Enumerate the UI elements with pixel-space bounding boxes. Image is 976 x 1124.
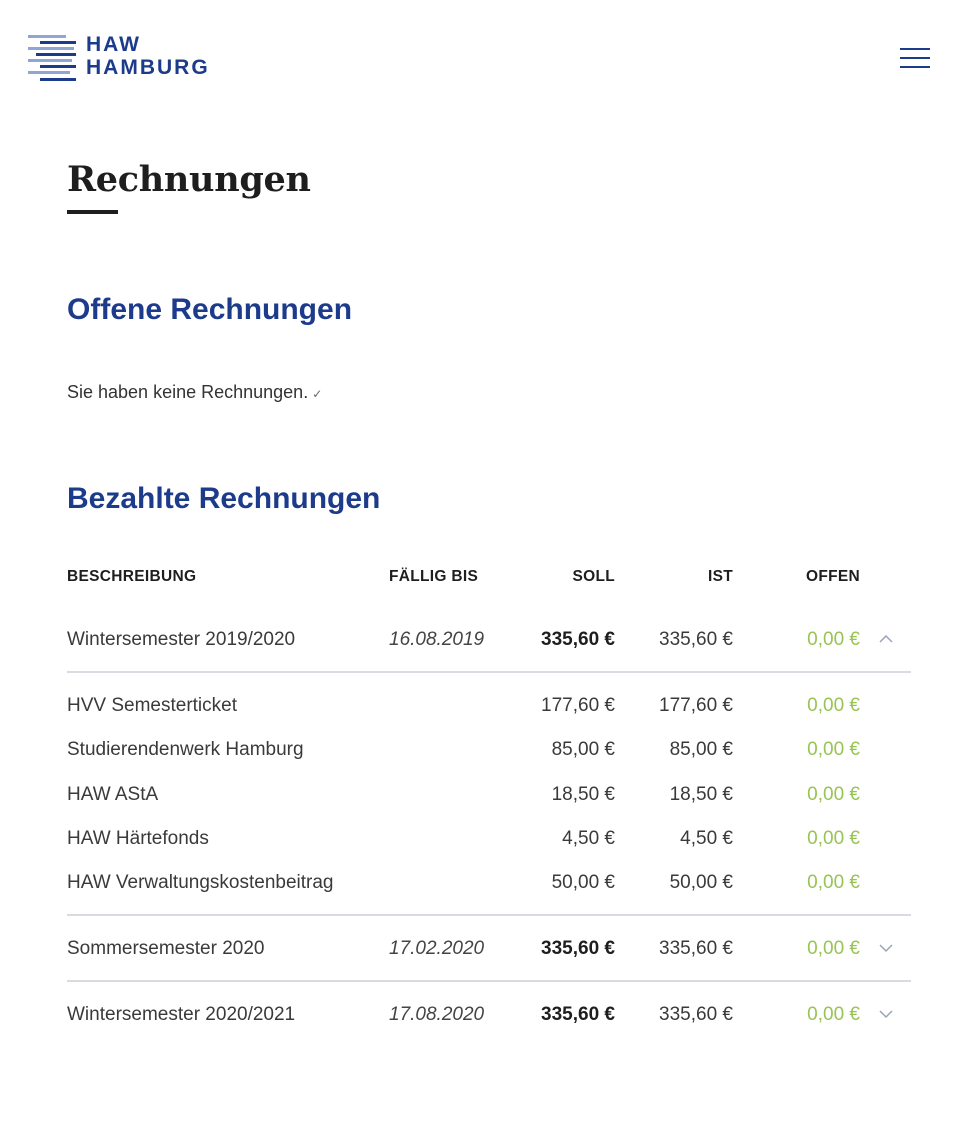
row-divider [67, 914, 911, 916]
invoice-item-row [67, 780, 911, 810]
invoice-due-date: 17.08.2020 [389, 1004, 485, 1025]
column-header-due: FÄLLIG BIS [389, 568, 479, 585]
invoice-group-row[interactable] [67, 1000, 911, 1030]
chevron-down-icon[interactable] [875, 934, 895, 964]
chevron-down-icon[interactable] [875, 1000, 895, 1030]
column-header-soll: SOLL [572, 568, 615, 585]
empty-invoices-message: Sie haben keine Rechnungen. ✓ [67, 382, 323, 402]
invoice-offen: 0,00 € [807, 1004, 860, 1025]
item-offen: 0,00 € [807, 695, 860, 716]
column-header-ist: IST [707, 568, 733, 585]
item-ist: 177,60 € [659, 695, 733, 716]
item-soll: 85,00 € [551, 739, 615, 760]
invoice-item-row [67, 735, 911, 765]
item-soll: 4,50 € [562, 828, 615, 849]
invoice-ist: 335,60 € [659, 938, 733, 959]
invoice-description: Sommersemester 2020 [67, 938, 265, 959]
item-description: HVV Semesterticket [67, 695, 237, 716]
page-title: Rechnungen [67, 159, 311, 200]
item-soll: 177,60 € [541, 695, 615, 716]
invoice-due-date: 17.02.2020 [389, 938, 485, 959]
invoice-description: Wintersemester 2019/2020 [67, 629, 296, 650]
invoice-offen: 0,00 € [807, 938, 860, 959]
title-underline [67, 210, 118, 214]
paid-invoices-title: Bezahlte Rechnungen [67, 482, 381, 515]
item-offen: 0,00 € [807, 739, 860, 760]
item-ist: 4,50 € [680, 828, 733, 849]
item-ist: 18,50 € [669, 784, 733, 805]
row-divider [67, 980, 911, 982]
row-divider [67, 671, 911, 673]
item-soll: 18,50 € [551, 784, 615, 805]
item-description: Studierendenwerk Hamburg [67, 739, 304, 760]
item-description: HAW AStA [67, 784, 159, 805]
check-icon: ✓ [312, 387, 323, 401]
invoice-group-row[interactable] [67, 934, 911, 964]
open-invoices-title: Offene Rechnungen [67, 293, 353, 326]
hamburger-menu-icon[interactable] [900, 48, 932, 68]
item-soll: 50,00 € [551, 872, 615, 893]
chevron-up-icon[interactable] [875, 625, 895, 655]
item-ist: 85,00 € [669, 739, 733, 760]
invoice-soll: 335,60 € [541, 938, 615, 959]
item-offen: 0,00 € [807, 828, 860, 849]
invoice-item-row [67, 691, 911, 721]
invoice-ist: 335,60 € [659, 629, 733, 650]
invoice-item-row [67, 824, 911, 854]
invoice-ist: 335,60 € [659, 1004, 733, 1025]
item-ist: 50,00 € [669, 872, 733, 893]
column-header-description: BESCHREIBUNG [67, 568, 197, 585]
invoice-offen: 0,00 € [807, 629, 860, 650]
haw-hamburg-logo[interactable] [28, 33, 228, 85]
invoice-description: Wintersemester 2020/2021 [67, 1004, 296, 1025]
item-offen: 0,00 € [807, 872, 860, 893]
item-description: HAW Härtefonds [67, 828, 209, 849]
item-description: HAW Verwaltungskostenbeitrag [67, 872, 334, 893]
invoice-due-date: 16.08.2019 [389, 629, 485, 650]
invoice-soll: 335,60 € [541, 1004, 615, 1025]
table-header [67, 562, 911, 592]
column-header-offen: OFFEN [805, 568, 860, 585]
invoice-group-row[interactable] [67, 625, 911, 655]
invoice-soll: 335,60 € [541, 629, 615, 650]
item-offen: 0,00 € [807, 784, 860, 805]
logo-text: HAW HAMBURG [86, 33, 210, 79]
invoice-item-row [67, 868, 911, 898]
logo-mark-icon [28, 33, 78, 85]
